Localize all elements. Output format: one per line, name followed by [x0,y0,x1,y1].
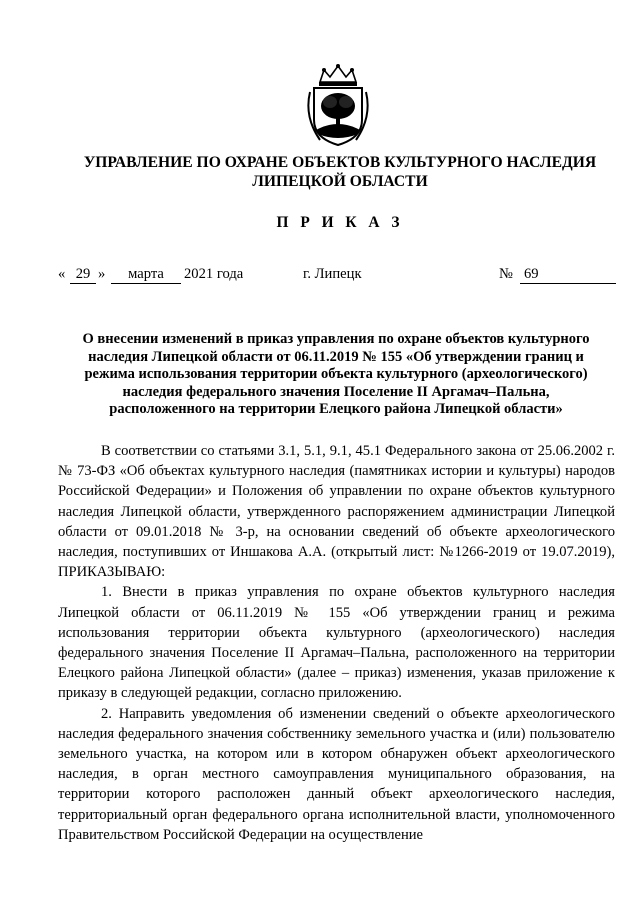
quote-open: « [58,266,66,282]
order-year: 2021 года [184,266,244,282]
order-body [58,441,615,845]
order-number-sign: № [499,266,513,282]
quote-close: » [98,266,106,282]
order-number: 69 [520,266,616,284]
organization-name [40,153,640,191]
clause-1-paragraph: 1. Внести в приказ управления по охране объектов культурного наследия Липецкой области от 06.11.2019 № 155 «Об утверждении границ и режима использования территории объекта культурного (археологического) наследия федерального значения Поселение II Аргамач–Пальна, расположенного на территории Елецкого района Липецкой области» (далее – приказ) изменения, указав приложение к приказу в следующей редакции, согласно приложению. [58,584,615,702]
order-subject-line4: наследия федерального значения Поселение II Аргамач–Пальна, [122,383,550,400]
order-day: 29 [70,266,96,284]
order-subject-line3: режима использования территории объекта культурного (археологического) [84,366,588,383]
lipetsk-coat-of-arms-icon [296,62,380,146]
document-type-title: П Р И К А З [276,214,404,231]
order-month: марта [111,266,181,284]
organization-name-line2: ЛИПЕЦКОЙ ОБЛАСТИ [252,173,428,190]
order-city: г. Липецк [303,266,362,282]
order-meta-line [58,266,618,290]
organization-name-line1: УПРАВЛЕНИЕ ПО ОХРАНЕ ОБЪЕКТОВ КУЛЬТУРНОГО НАСЛЕДИЯ [83,154,597,171]
order-subject-line2: наследия Липецкой области от 06.11.2019 № 155 «Об утверждении границ и [88,348,584,365]
preamble-paragraph: В соответствии со статьями 3.1, 5.1, 9.1, 45.1 Федерального закона от 25.06.2002 г. № 73-ФЗ «Об объектах культурного наследия (памятниках истории и культуры) народов Российской Федерации» и Положения об управлении по охране объектов культурного наследия Липецкой области, утвержденного распоряжением администрации Липецкой области от 09.01.2018 № 3-р, на основании сведений об объекте археологического наследия, поступивших от Иншакова А.А. (открытый лист: №1266-2019 от 19.07.2019), ПРИКАЗЫВАЮ: [58,443,615,581]
order-subject-line5: расположенного на территории Елецкого района Липецкой области» [109,401,563,418]
clause-2-paragraph: 2. Направить уведомления об изменении сведений о объекте археологического наследия федерального значения собственнику земельного участка и (или) пользователю земельного участка, на котором или в котором обнаружен объект археологического наследия, в орган местного самоуправления муниципального образования, на территории которого расположен данный объект археологического наследия, территориальный орган федерального органа исполнительной власти, уполномоченного Правительством Российской Федерации на осуществление [58,705,615,843]
order-subject [56,331,616,419]
order-subject-line1: О внесении изменений в приказ управления по охране объектов культурного [82,331,590,347]
